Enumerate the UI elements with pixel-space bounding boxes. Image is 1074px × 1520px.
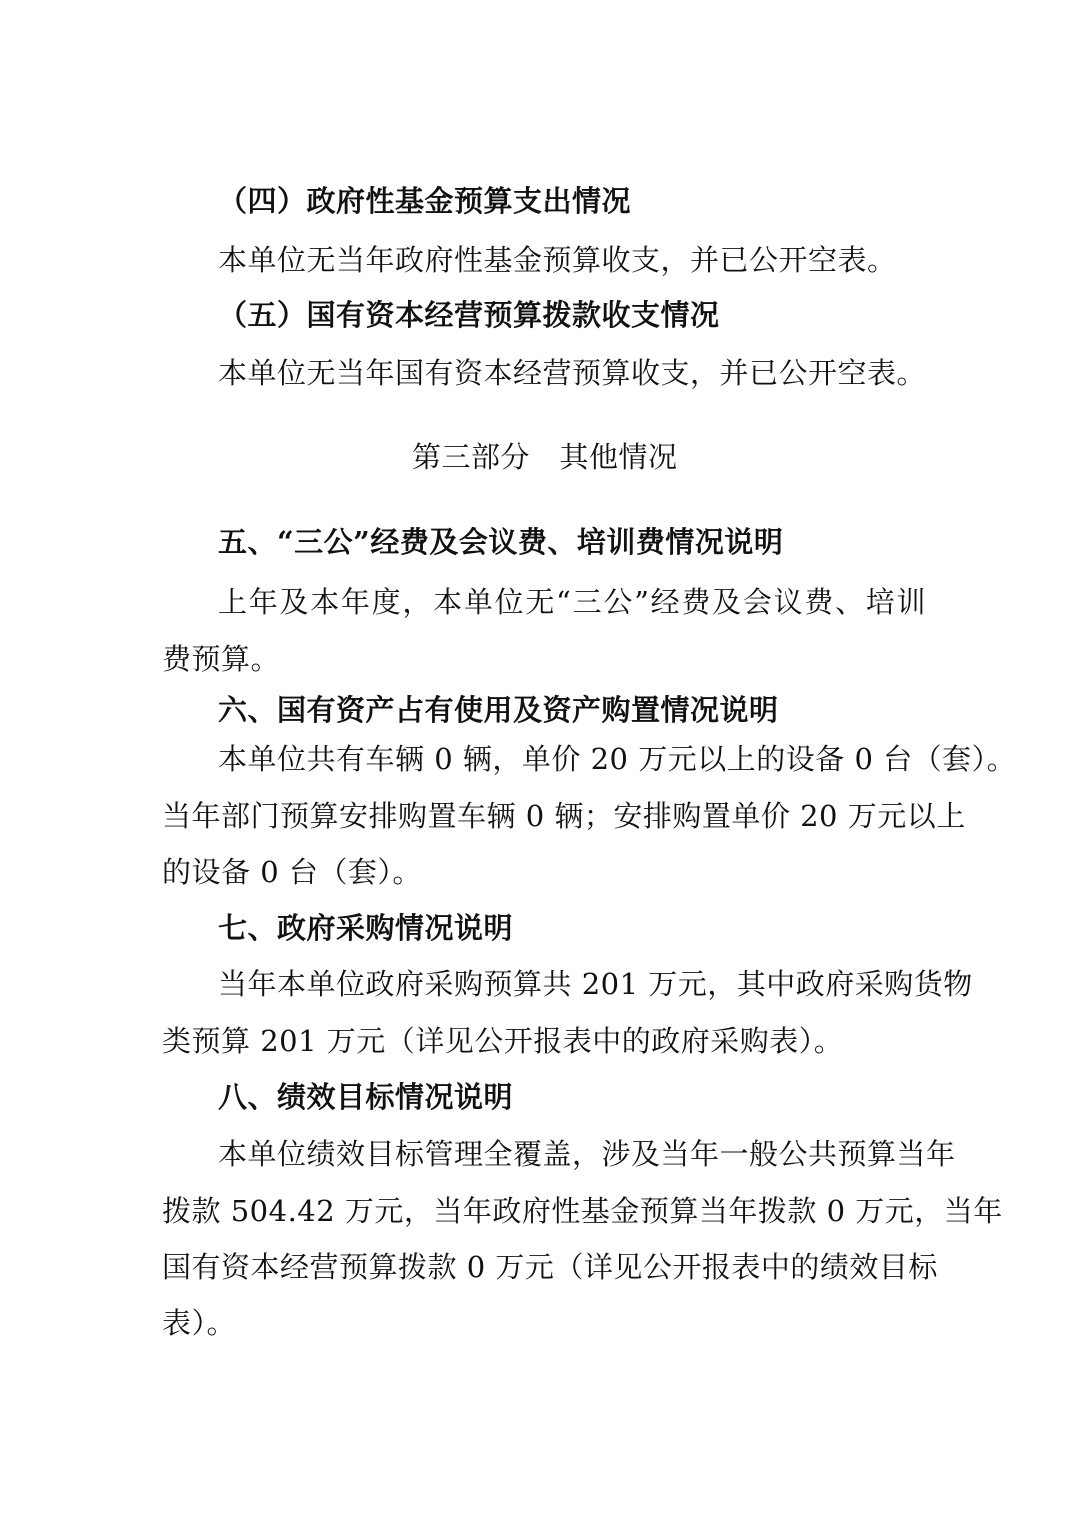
procurement-heading: 七、政府采购情况说明 (218, 911, 514, 945)
state-capital-heading: （五）国有资本经营预算拨款收支情况 (218, 298, 720, 332)
gov-fund-text: 本单位无当年政府性基金预算收支，并已公开空表。 (218, 243, 897, 277)
gov-fund-heading: （四）政府性基金预算支出情况 (218, 184, 632, 218)
assets-text-line3: 的设备 0 台（套）。 (162, 855, 422, 889)
part-three-title: 第三部分 其他情况 (412, 440, 678, 474)
performance-heading: 八、绩效目标情况说明 (218, 1080, 514, 1114)
state-capital-text: 本单位无当年国有资本经营预算收支，并已公开空表。 (218, 356, 927, 390)
procurement-text-line1: 当年本单位政府采购预算共 201 万元，其中政府采购货物 (218, 967, 973, 1001)
assets-text-line1: 本单位共有车辆 0 辆，单价 20 万元以上的设备 0 台（套）。 (218, 742, 1017, 776)
performance-text-line4: 表）。 (162, 1306, 237, 1340)
three-public-text-line1: 上年及本年度，本单位无“三公”经费及会议费、培训 (218, 585, 926, 619)
assets-text-line2: 当年部门预算安排购置车辆 0 辆；安排购置单价 20 万元以上 (162, 799, 966, 833)
procurement-text-line2: 类预算 201 万元（详见公开报表中的政府采购表）。 (162, 1024, 844, 1058)
performance-text-line1: 本单位绩效目标管理全覆盖，涉及当年一般公共预算当年 (218, 1137, 956, 1171)
three-public-text-line2: 费预算。 (162, 642, 281, 676)
performance-text-line2: 拨款 504.42 万元，当年政府性基金预算当年拨款 0 万元，当年 (162, 1194, 1003, 1228)
three-public-heading: 五、“三公”经费及会议费、培训费情况说明 (218, 525, 784, 559)
assets-heading: 六、国有资产占有使用及资产购置情况说明 (218, 693, 779, 727)
performance-text-line3: 国有资本经营预算拨款 0 万元（详见公开报表中的绩效目标 (162, 1250, 938, 1284)
